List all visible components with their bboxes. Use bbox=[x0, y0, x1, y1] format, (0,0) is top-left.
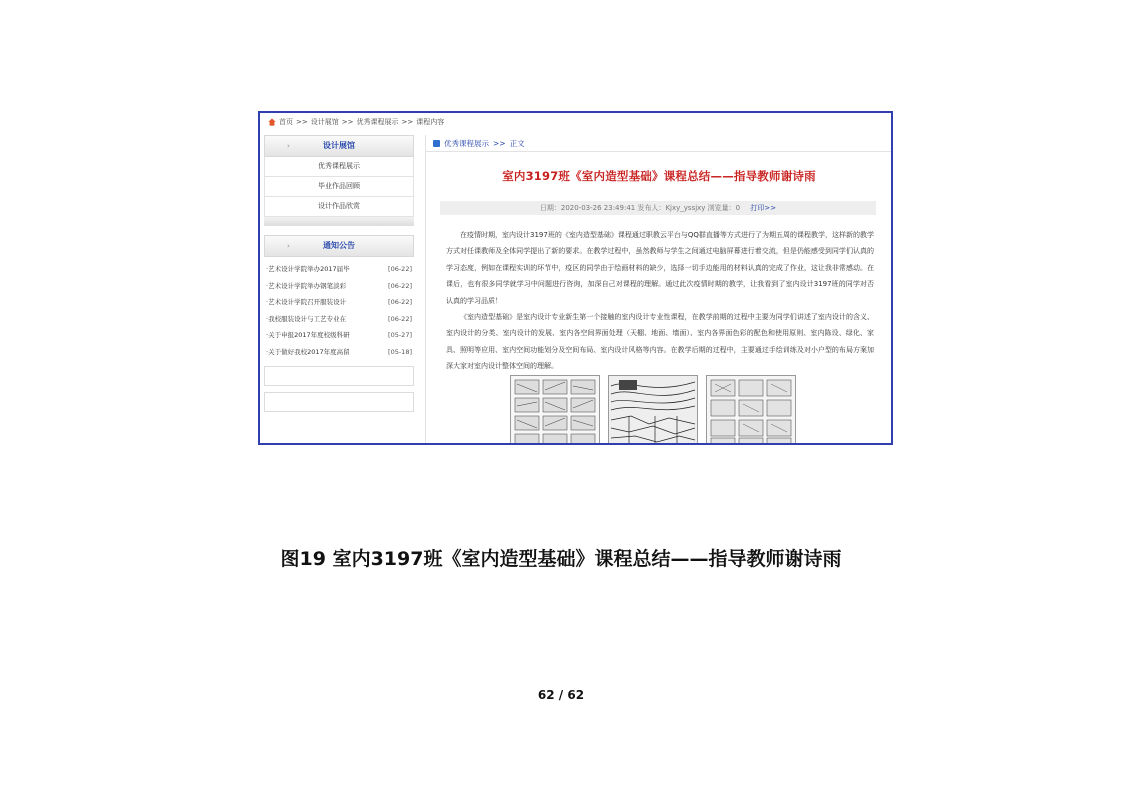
list-item[interactable] bbox=[264, 311, 414, 328]
notice-date: [06-22] bbox=[388, 314, 412, 323]
notice-date: [06-22] bbox=[388, 265, 412, 273]
sidebar-item-courses[interactable]: 优秀课程展示 bbox=[264, 157, 414, 177]
article-breadcrumb-courses[interactable]: 优秀课程展示 bbox=[444, 138, 489, 148]
notice-date: [05-27] bbox=[388, 331, 412, 339]
notice-panel-header bbox=[264, 235, 414, 257]
square-bullet-icon bbox=[433, 140, 440, 147]
breadcrumb-gallery[interactable]: 设计展馆 bbox=[310, 118, 339, 126]
notice-panel-title: 通知公告 bbox=[323, 241, 355, 250]
article-title: 室内3197班《室内造型基础》课程总结——指导教师谢诗雨 bbox=[502, 169, 816, 183]
breadcrumb-courses[interactable]: 优秀课程展示 bbox=[356, 118, 399, 126]
list-item[interactable] bbox=[264, 344, 414, 361]
breadcrumb-separator: >> bbox=[401, 118, 414, 126]
notice-title[interactable]: ·艺术设计学院举办钢笔淡彩 bbox=[266, 281, 347, 290]
home-icon bbox=[268, 118, 276, 126]
article-meta bbox=[440, 201, 876, 215]
breadcrumb-current: 课程内容 bbox=[416, 118, 445, 126]
article-body bbox=[446, 227, 874, 375]
breadcrumb-separator: >> bbox=[341, 118, 354, 126]
breadcrumb-separator: >> bbox=[296, 118, 308, 126]
chevron-right-icon: › bbox=[287, 242, 290, 250]
article-paragraph: 在疫情时期，室内设计3197班的《室内造型基础》课程通过职教云平台与QQ群直播等方式进行了为期五周的课程教学，这样新的教学方式对任课教师及全体同学提出了新的要求。在教学过程中，虽然教师与学生之间通过电脑屏幕进行着交流，但是仍能感受到同学们认真的学习态度，例如在课程实训的环节中，疫区的同学由于绘画材料的缺少，选择一切手边能用的材料认真的完成了作业，这让我非常感动。在课后，也有很多同学就学习中问题进行咨询，加深自己对课程的理解。通过此次疫情时期的教学，让我看到了室内设计3197班的同学对否认真的学习品质！ bbox=[446, 231, 874, 305]
notice-date: [06-22] bbox=[388, 281, 412, 290]
notice-title[interactable]: ·关于申报2017年度校级科研 bbox=[266, 331, 350, 339]
notice-title[interactable]: ·关于做好我校2017年度高留 bbox=[266, 347, 350, 356]
article-panel bbox=[425, 135, 892, 445]
list-item[interactable] bbox=[264, 278, 414, 295]
article-breadcrumb-current: 正文 bbox=[509, 138, 525, 148]
notice-title[interactable]: ·艺术设计学院举办2017届毕 bbox=[266, 265, 350, 273]
sidebar-item-graduation[interactable]: 毕业作品回顾 bbox=[264, 177, 414, 197]
notice-list bbox=[264, 257, 414, 360]
article-paragraph: 《室内造型基础》是室内设计专业新生第一个接触的室内设计专业性课程，在教学前期的过程中主要为同学们讲述了室内设计的含义、室内设计的分类、室内设计的发展、室内各空间界面处理（天棚、地面、墙面）、室内各界面色彩的配色和使用原则、室内陈设、绿化、家具、照明等应用、室内空间功能划分及空间布局、室内设计风格等内容。在教学后期的过程中，主要通过手绘训练及对小户型的布局方案加深大家对室内设计整体空间的理解。 bbox=[446, 313, 874, 371]
left-sidebar bbox=[264, 135, 414, 445]
breadcrumb bbox=[268, 117, 444, 127]
gallery-panel-header bbox=[264, 135, 414, 157]
sketch-image[interactable] bbox=[510, 375, 600, 445]
figure-caption: 图19 室内3197班《室内造型基础》课程总结——指导教师谢诗雨 bbox=[280, 548, 842, 570]
sketch-image[interactable] bbox=[706, 375, 796, 445]
list-item[interactable] bbox=[264, 294, 414, 311]
list-item[interactable] bbox=[264, 327, 414, 344]
website-screenshot bbox=[258, 111, 893, 445]
article-breadcrumb bbox=[426, 135, 892, 152]
print-link[interactable]: 打印>> bbox=[750, 204, 777, 212]
breadcrumb-separator: >> bbox=[493, 138, 506, 148]
article-meta-text: 日期：2020-03-26 23:49:41 发布人：Kjxy_yssjxy 浏览量：0 bbox=[539, 204, 741, 212]
notice-date: [05-18] bbox=[388, 347, 412, 356]
divider bbox=[264, 217, 414, 226]
notice-date: [06-22] bbox=[388, 298, 412, 306]
gallery-panel-title: 设计展馆 bbox=[323, 141, 355, 150]
notice-title[interactable]: ·艺术设计学院召开服装设计 bbox=[266, 298, 347, 306]
empty-box bbox=[264, 392, 414, 412]
sidebar-item-works[interactable]: 设计作品欣赏 bbox=[264, 197, 414, 217]
breadcrumb-home[interactable]: 首页 bbox=[279, 118, 293, 126]
chevron-right-icon: › bbox=[287, 142, 290, 150]
page-number: 62 / 62 bbox=[537, 688, 585, 702]
notice-title[interactable]: ·我校服装设计与工艺专业在 bbox=[266, 314, 347, 323]
sketch-images bbox=[510, 375, 796, 445]
sketch-image[interactable] bbox=[608, 375, 698, 445]
list-item[interactable] bbox=[264, 261, 414, 278]
empty-box bbox=[264, 366, 414, 386]
